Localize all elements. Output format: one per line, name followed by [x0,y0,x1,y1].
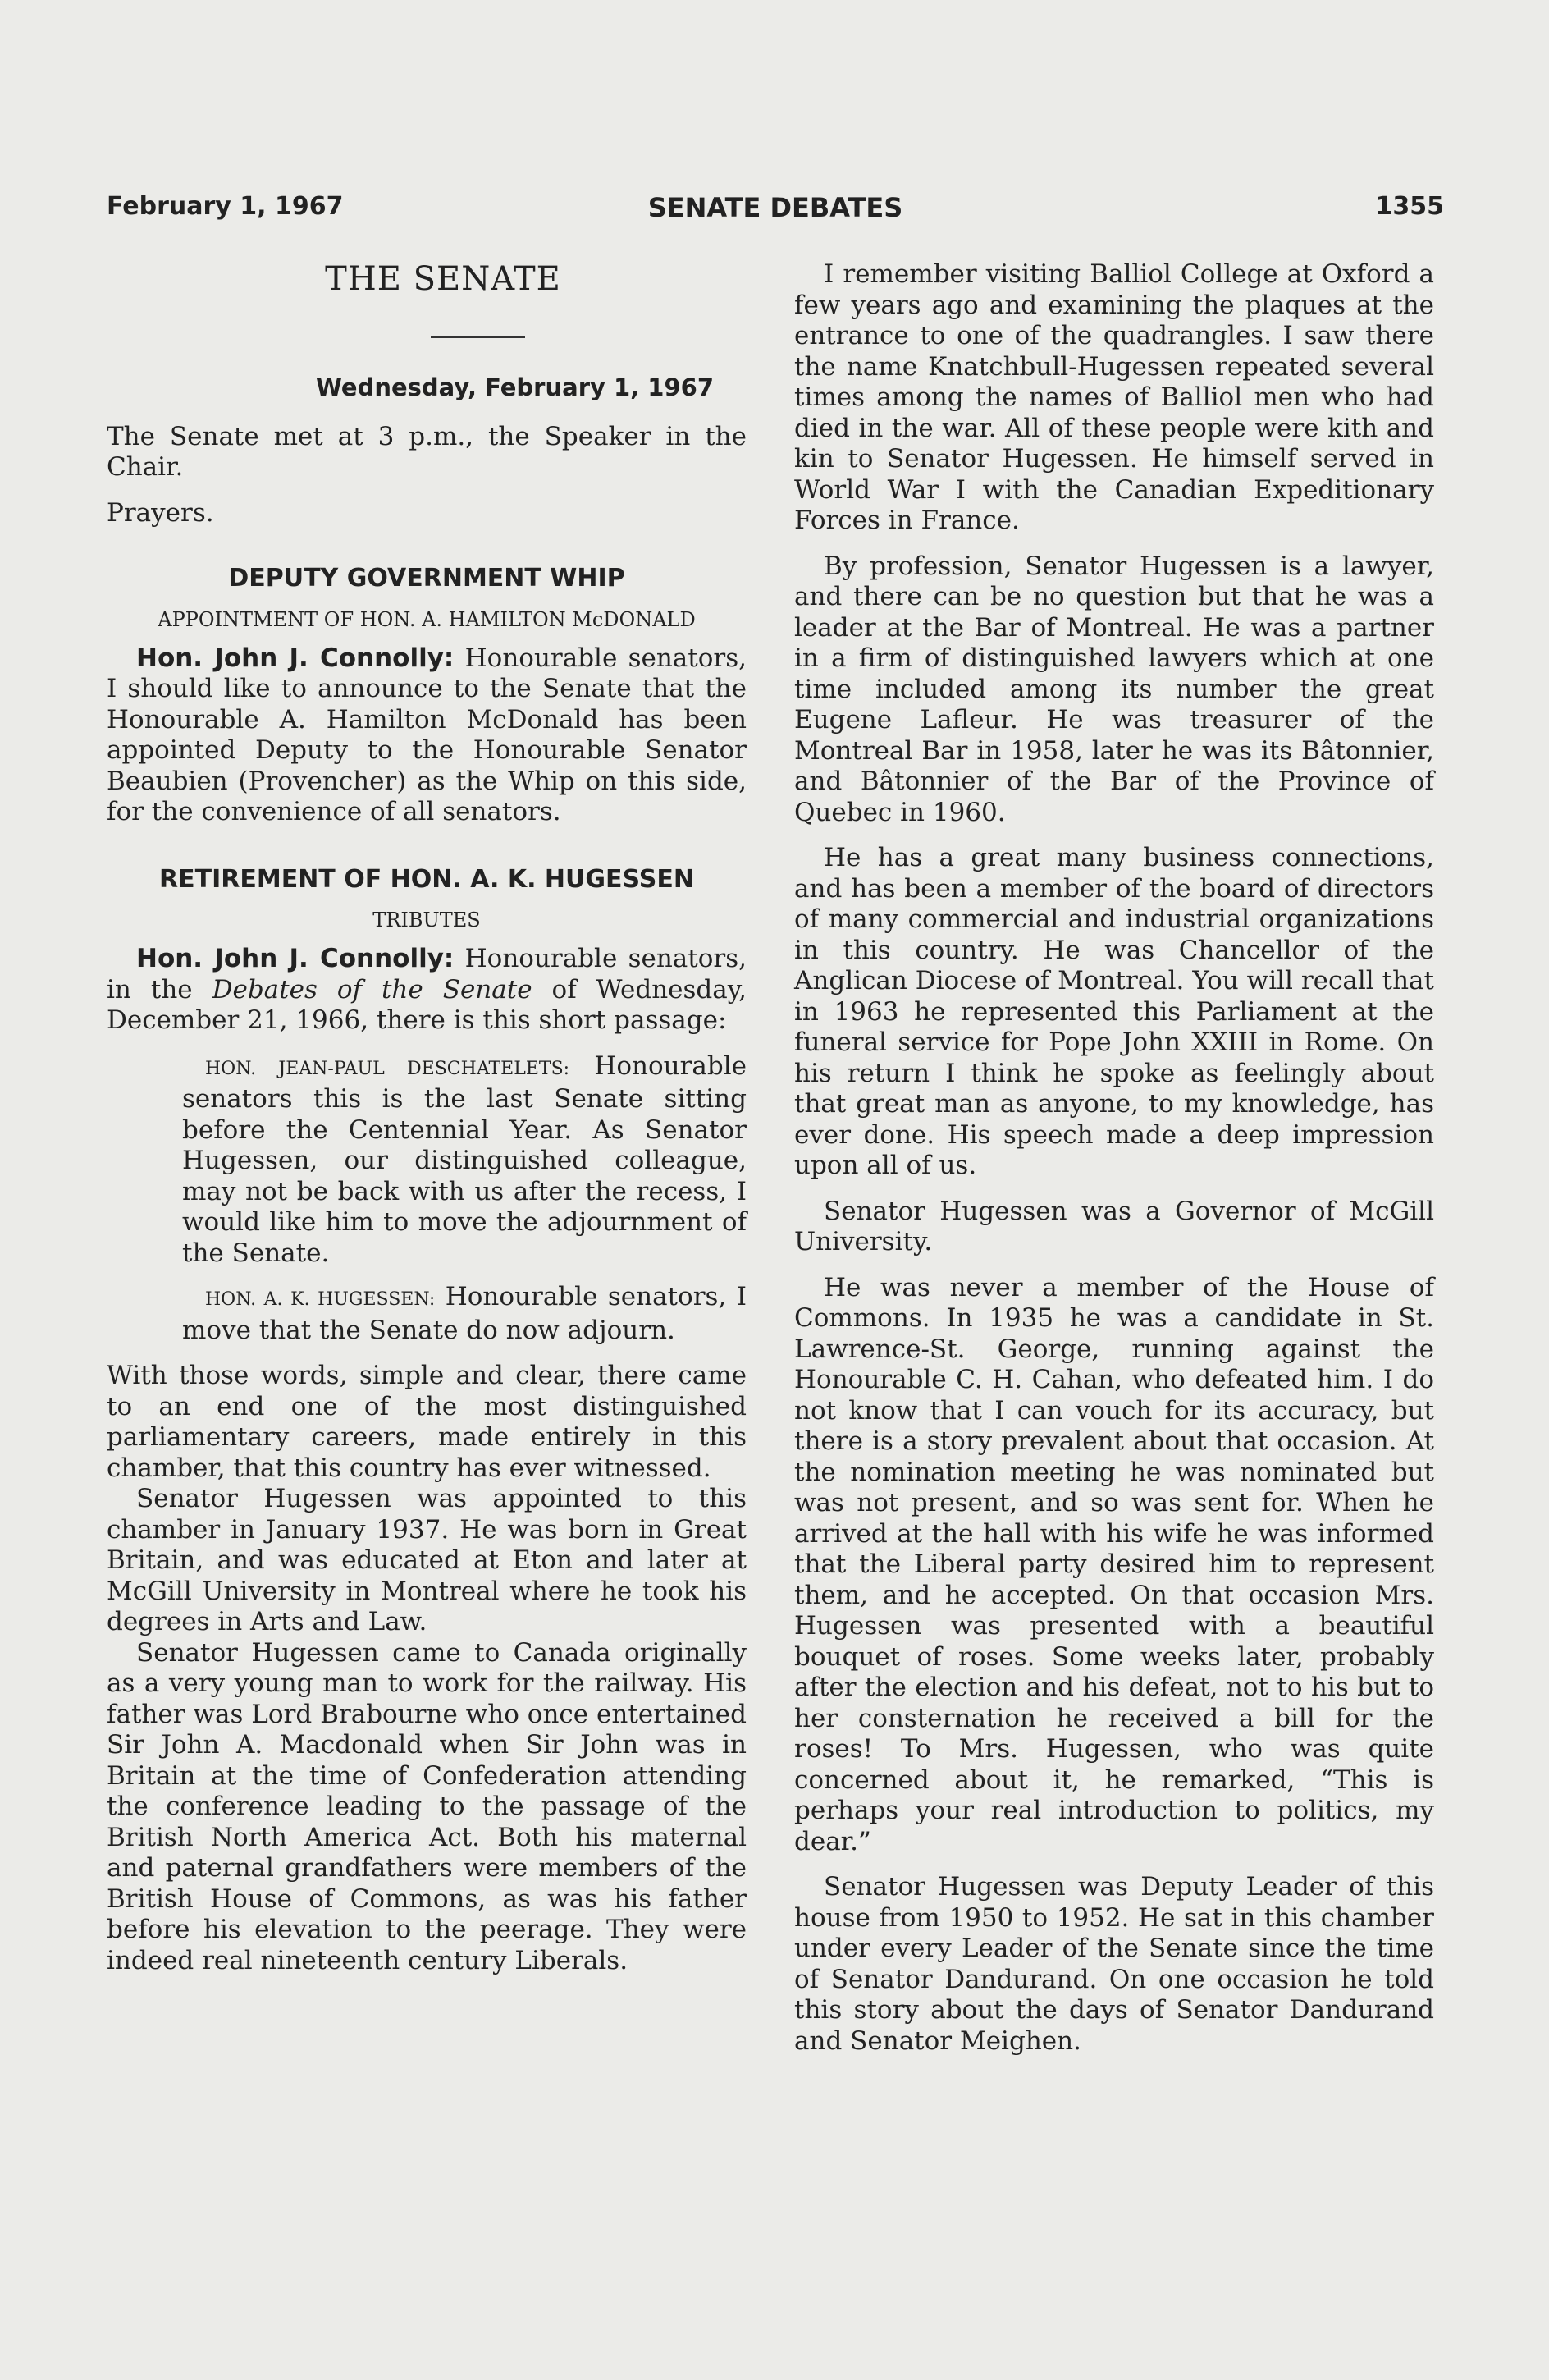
paragraph: He has a great many business connections, and has been a member of the board of directors of many commercial and industrial organizations in this country. He was Chancellor of the Anglican Diocese of Montreal. You will recall that in 1963 he represented this Parliament at the funeral service for Pope John XXIII in Rome. On his return I think he spoke as feelingly about that great man as anyone, to my knowledge, has ever done. His speech made a deep impression upon all of us. [794,843,1434,1180]
running-head [107,192,1444,233]
running-head-title: SENATE DEBATES [647,192,903,223]
whip-statement-text: Honourable senators, I should like to announce to the Senate that the Honourable A. Hamilton McDonald has been appointed Deputy to the Honourable Senator Beaubien (Provencher) as the Whip on this side, for the convenience of all senators. [107,643,747,826]
speaker-name: Hon. John J. Connolly: [136,643,455,673]
running-head-date: February 1, 1967 [107,192,344,221]
quote-paragraph [182,1282,747,1346]
block-quote [182,1051,747,1347]
paragraph: By profession, Senator Hugessen is a lawyer, and there can be no question but that he was a leader at the Bar of Montreal. He was a partner in a firm of distinguished lawyers which at one time included among its number the great Eugene Lafleur. He was treasurer of the Montreal Bar in 1958, later he was its Bâtonnier, and Bâtonnier of the Bar of the Province of Quebec in 1960. [794,551,1434,827]
paragraph: I remember visiting Balliol College at Oxford a few years ago and examining the plaques at the entrance to one of the quadrangles. I saw there the name Knatchbull-Hugessen repeated several times among the names of Balliol men who had died in the war. All of these people were kith and kin to Senator Hugessen. He himself served in World War I with the Canadian Expeditionary Forces in France. [794,259,1434,535]
paragraph: With those words, simple and clear, there came to an end one of the most distinguished parliamentary careers, made entirely in this chamber, that this country has ever witnessed. [107,1361,747,1483]
retirement-text-a: Honourable senators, in the [107,944,747,1005]
retirement-heading: RETIREMENT OF HON. A. K. HUGESSEN [159,864,694,894]
quote-text: Honourable senators this is the last Senate sitting before the Centennial Year. As Senator Hugessen, our distinguished colleague, may not be back with us after the recess, I would like him to move the adjournment of the Senate. [182,1050,747,1268]
page-number: 1355 [1375,192,1444,221]
whip-subheading: APPOINTMENT OF HON. A. HAMILTON McDONALD [158,607,696,631]
quote-text: Honourable senators, I move that the Senate do now adjourn. [182,1282,747,1345]
paragraph: He was never a member of the House of Commons. In 1935 he was a candidate in St. Lawrence-St. George, running against the Honourable C. H. Cahan, who defeated him. I do not know that I can vouch for its accuracy, but there is a story prevalent about that occasion. At the nomination meeting he was nominated but was not present, and so was sent for. When he arrived at the hall with his wife he was informed that the Liberal party desired him to represent them, and he accepted. On that occasion Mrs. Hugessen was presented with a beautiful bouquet of roses. Some weeks later, probably after the election and his defeat, not to his but to her consternation he received a bill for the roses! To Mrs. Hugessen, who was quite concerned about it, he remarked, “This is perhaps your real introduction to politics, my dear.” [794,1272,1434,1856]
retirement-subheading: TRIBUTES [372,909,481,931]
quote-speaker: HON. A. K. HUGESSEN: [205,1289,436,1310]
paragraph: Senator Hugessen came to Canada originally as a very young man to work for the railway. His father was Lord Brabourne who once entertained Sir John A. Macdonald when Sir John was in Britain at the time of Confederation attending the conference leading to the passage of the British North America Act. Both his maternal and paternal grandfathers were members of the British House of Commons, as was his father before his elevation to the peerage. They were indeed real nineteenth century Liberals. [107,1637,747,1975]
prayers: Prayers. [107,497,214,528]
speaker-name: Hon. John J. Connolly: [136,944,455,973]
debates-title: Debates of the Senate [212,974,532,1005]
right-column [794,259,1434,2057]
paragraph: Senator Hugessen was appointed to this chamber in January 1937. He was born in Great Britain, and was educated at Eton and later at McGill University in Montreal where he took his degrees in Arts and Law. [107,1484,747,1636]
retirement-text-b: of Wednesday, December 21, 1966, there is this short passage: [107,974,747,1035]
opening-paragraph: The Senate met at 3 p.m., the Speaker in the Chair. [107,421,747,482]
left-column [107,259,747,1976]
title-rule [431,336,525,338]
paragraph: Senator Hugessen was Deputy Leader of this house from 1950 to 1952. He sat in this chamber under every Leader of the Senate since the time of Senator Dandurand. On one occasion he told this story about the days of Senator Dandurand and Senator Meighen. [794,1872,1434,2056]
retirement-statement [107,944,747,1037]
paragraph: Senator Hugessen was a Governor of McGill University. [794,1196,1434,1256]
whip-statement [107,643,747,828]
sitting-date: Wednesday, February 1, 1967 [315,373,714,401]
page-title: THE SENATE [325,260,561,298]
quote-speaker: HON. JEAN-PAUL DESCHATELETS: [205,1058,570,1079]
whip-heading: DEPUTY GOVERNMENT WHIP [228,564,625,593]
quote-paragraph [182,1051,747,1270]
